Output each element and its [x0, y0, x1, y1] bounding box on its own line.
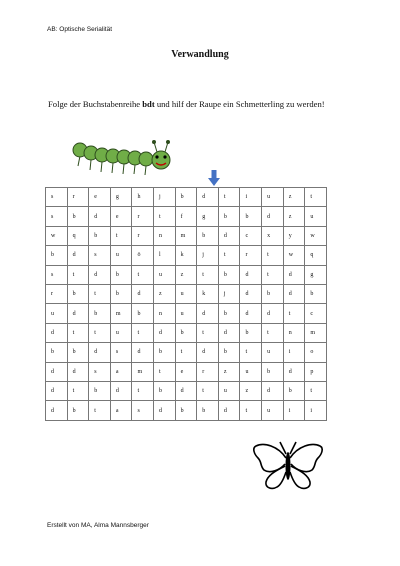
- grid-cell: b: [67, 285, 89, 304]
- grid-cell: d: [240, 304, 262, 323]
- grid-cell: i: [283, 401, 305, 421]
- grid-cell: u: [110, 246, 132, 265]
- grid-row: [46, 401, 327, 421]
- grid-cell: t: [175, 343, 197, 362]
- grid-cell: d: [283, 362, 305, 381]
- grid-row: [46, 285, 327, 304]
- grid-cell: d: [46, 362, 68, 381]
- grid-cell: m: [110, 304, 132, 323]
- grid-cell: u: [305, 207, 327, 226]
- grid-cell: i: [240, 188, 262, 207]
- grid-row: [46, 246, 327, 265]
- grid-cell: ö: [132, 246, 154, 265]
- grid-cell: t: [197, 323, 219, 342]
- grid-cell: m: [132, 362, 154, 381]
- grid-cell: b: [132, 304, 154, 323]
- grid-cell: d: [110, 382, 132, 401]
- grid-cell: d: [89, 265, 111, 284]
- grid-cell: q: [305, 246, 327, 265]
- grid-cell: b: [89, 304, 111, 323]
- grid-cell: d: [67, 246, 89, 265]
- grid-cell: b: [67, 401, 89, 421]
- grid-cell: d: [154, 401, 176, 421]
- grid-cell: d: [240, 265, 262, 284]
- grid-cell: d: [262, 382, 284, 401]
- grid-cell: b: [67, 207, 89, 226]
- grid-cell: g: [197, 207, 219, 226]
- grid-cell: j: [197, 246, 219, 265]
- grid-cell: b: [175, 401, 197, 421]
- grid-cell: b: [240, 323, 262, 342]
- grid-cell: z: [175, 265, 197, 284]
- grid-cell: t: [132, 382, 154, 401]
- grid-cell: z: [283, 207, 305, 226]
- grid-cell: z: [240, 382, 262, 401]
- grid-cell: w: [46, 226, 68, 245]
- grid-cell: t: [218, 246, 240, 265]
- grid-cell: b: [197, 401, 219, 421]
- grid-cell: u: [218, 382, 240, 401]
- grid-cell: t: [283, 304, 305, 323]
- grid-cell: b: [240, 207, 262, 226]
- grid-cell: t: [89, 323, 111, 342]
- grid-cell: t: [262, 323, 284, 342]
- footer-credit: Erstellt von MA, Alma Mannsberger: [47, 522, 149, 529]
- grid-cell: t: [89, 401, 111, 421]
- grid-cell: d: [283, 285, 305, 304]
- grid-cell: t: [305, 188, 327, 207]
- grid-cell: s: [46, 188, 68, 207]
- grid-row: [46, 382, 327, 401]
- grid-cell: j: [154, 188, 176, 207]
- grid-cell: s: [89, 246, 111, 265]
- grid-cell: s: [46, 265, 68, 284]
- grid-cell: d: [218, 401, 240, 421]
- grid-cell: t: [218, 188, 240, 207]
- grid-cell: s: [132, 401, 154, 421]
- grid-cell: q: [67, 226, 89, 245]
- grid-row: [46, 188, 327, 207]
- grid-cell: s: [110, 343, 132, 362]
- grid-row: [46, 207, 327, 226]
- grid-cell: t: [305, 382, 327, 401]
- grid-cell: i: [283, 343, 305, 362]
- grid-cell: t: [262, 265, 284, 284]
- grid-cell: t: [89, 285, 111, 304]
- grid-cell: d: [46, 323, 68, 342]
- grid-cell: u: [175, 285, 197, 304]
- grid-cell: d: [218, 323, 240, 342]
- grid-cell: d: [67, 304, 89, 323]
- grid-cell: t: [197, 265, 219, 284]
- grid-cell: d: [197, 188, 219, 207]
- grid-cell: d: [89, 207, 111, 226]
- arrow-down-icon: [208, 170, 220, 186]
- grid-cell: t: [240, 343, 262, 362]
- grid-cell: d: [218, 226, 240, 245]
- grid-row: [46, 226, 327, 245]
- grid-cell: o: [305, 343, 327, 362]
- grid-cell: t: [262, 246, 284, 265]
- grid-cell: k: [197, 285, 219, 304]
- grid-cell: b: [305, 285, 327, 304]
- grid-cell: u: [262, 188, 284, 207]
- grid-cell: d: [46, 401, 68, 421]
- grid-cell: d: [240, 285, 262, 304]
- grid-cell: b: [262, 362, 284, 381]
- grid-cell: d: [154, 323, 176, 342]
- grid-cell: u: [110, 323, 132, 342]
- grid-cell: d: [132, 285, 154, 304]
- grid-cell: d: [89, 343, 111, 362]
- grid-cell: i: [305, 401, 327, 421]
- grid-cell: y: [283, 226, 305, 245]
- grid-cell: z: [154, 285, 176, 304]
- grid-cell: t: [197, 382, 219, 401]
- grid-cell: b: [175, 188, 197, 207]
- grid-cell: b: [110, 285, 132, 304]
- grid-cell: h: [132, 188, 154, 207]
- grid-cell: r: [132, 226, 154, 245]
- grid-cell: d: [175, 382, 197, 401]
- grid-cell: a: [110, 362, 132, 381]
- grid-cell: s: [89, 362, 111, 381]
- grid-cell: u: [262, 343, 284, 362]
- grid-cell: z: [218, 362, 240, 381]
- grid-cell: c: [240, 226, 262, 245]
- grid-cell: b: [154, 382, 176, 401]
- grid-cell: l: [154, 246, 176, 265]
- grid-cell: j: [218, 285, 240, 304]
- grid-cell: e: [175, 362, 197, 381]
- grid-cell: r: [132, 207, 154, 226]
- grid-row: [46, 304, 327, 323]
- grid-cell: u: [175, 304, 197, 323]
- grid-cell: m: [175, 226, 197, 245]
- grid-cell: r: [46, 285, 68, 304]
- grid-cell: w: [283, 246, 305, 265]
- grid-row: [46, 343, 327, 362]
- grid-cell: b: [218, 343, 240, 362]
- grid-cell: e: [89, 188, 111, 207]
- grid-cell: b: [262, 285, 284, 304]
- grid-cell: r: [67, 188, 89, 207]
- grid-row: [46, 323, 327, 342]
- grid-cell: g: [110, 188, 132, 207]
- grid-cell: s: [46, 207, 68, 226]
- worksheet-header: AB: Optische Serialität: [47, 26, 113, 33]
- grid-cell: b: [89, 226, 111, 245]
- instruction-text: [48, 99, 325, 109]
- grid-cell: r: [240, 246, 262, 265]
- grid-cell: x: [262, 226, 284, 245]
- grid-cell: b: [197, 226, 219, 245]
- grid-cell: f: [175, 207, 197, 226]
- grid-cell: u: [154, 265, 176, 284]
- grid-cell: t: [67, 265, 89, 284]
- grid-cell: u: [262, 401, 284, 421]
- grid-cell: t: [67, 382, 89, 401]
- grid-cell: t: [110, 226, 132, 245]
- instruction-sequence: bdt: [142, 99, 155, 109]
- grid-cell: b: [67, 343, 89, 362]
- grid-cell: n: [283, 323, 305, 342]
- grid-cell: u: [46, 304, 68, 323]
- grid-cell: b: [46, 246, 68, 265]
- grid-cell: d: [197, 304, 219, 323]
- caterpillar-icon: [70, 138, 185, 176]
- grid-cell: k: [175, 246, 197, 265]
- grid-row: [46, 265, 327, 284]
- grid-cell: b: [218, 265, 240, 284]
- grid-cell: t: [154, 207, 176, 226]
- grid-row: [46, 362, 327, 381]
- grid-cell: t: [132, 323, 154, 342]
- grid-cell: r: [197, 362, 219, 381]
- grid-cell: b: [110, 265, 132, 284]
- grid-cell: z: [283, 188, 305, 207]
- grid-cell: b: [218, 304, 240, 323]
- grid-cell: p: [305, 362, 327, 381]
- grid-cell: c: [305, 304, 327, 323]
- grid-cell: d: [132, 343, 154, 362]
- grid-cell: b: [283, 382, 305, 401]
- instruction-text-start: Folge der Buchstabenreihe: [48, 99, 143, 109]
- grid-cell: a: [110, 401, 132, 421]
- grid-cell: b: [154, 343, 176, 362]
- grid-cell: d: [67, 362, 89, 381]
- grid-cell: b: [175, 323, 197, 342]
- grid-cell: b: [89, 382, 111, 401]
- grid-cell: u: [240, 362, 262, 381]
- grid-cell: t: [132, 265, 154, 284]
- grid-cell: n: [154, 304, 176, 323]
- grid-cell: g: [305, 265, 327, 284]
- grid-cell: d: [283, 265, 305, 284]
- grid-cell: d: [197, 343, 219, 362]
- grid-cell: b: [218, 207, 240, 226]
- grid-cell: t: [67, 323, 89, 342]
- page-title: Verwandlung: [171, 49, 229, 60]
- butterfly-icon: [250, 440, 326, 494]
- grid-cell: e: [110, 207, 132, 226]
- grid-cell: t: [240, 401, 262, 421]
- letter-grid: [45, 187, 327, 421]
- grid-cell: d: [262, 304, 284, 323]
- grid-cell: n: [154, 226, 176, 245]
- instruction-text-end: und hilf der Raupe ein Schmetterling zu werden!: [154, 99, 325, 109]
- grid-cell: b: [46, 343, 68, 362]
- grid-cell: t: [154, 362, 176, 381]
- grid-cell: d: [262, 207, 284, 226]
- grid-cell: w: [305, 226, 327, 245]
- grid-cell: d: [46, 382, 68, 401]
- grid-cell: m: [305, 323, 327, 342]
